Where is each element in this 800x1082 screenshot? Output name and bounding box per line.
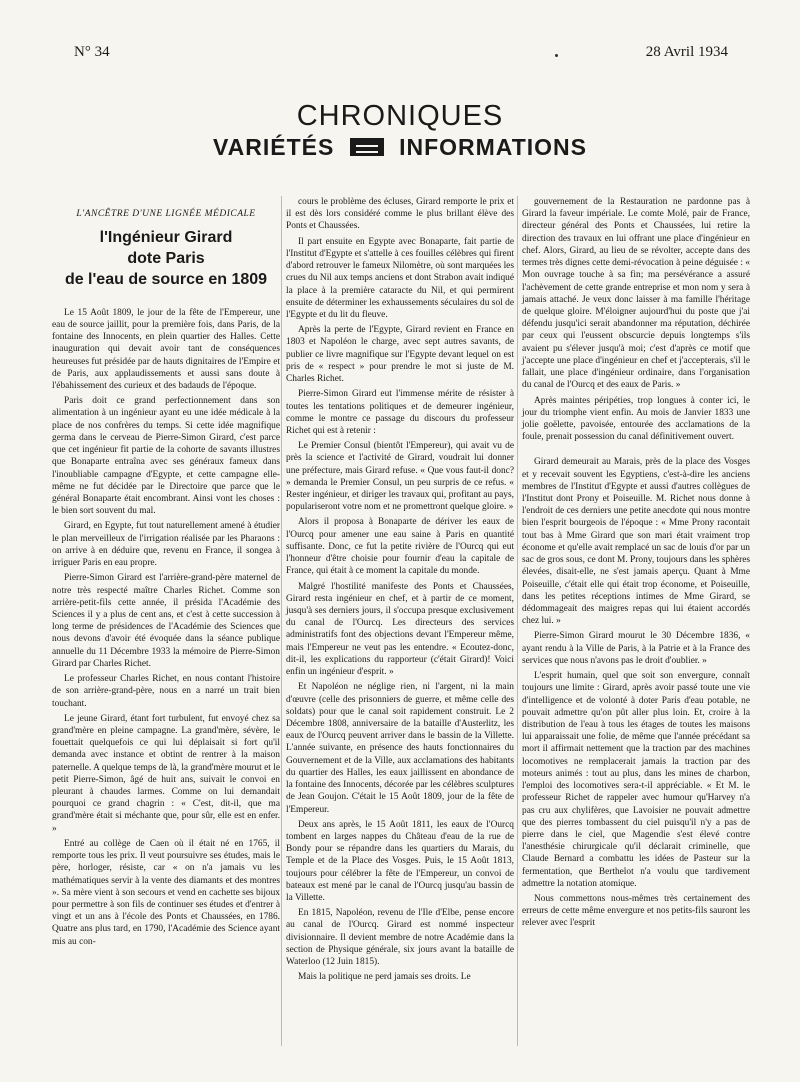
masthead-title: CHRONIQUES — [296, 100, 504, 132]
column-1-body — [52, 307, 280, 948]
page-number: N° 34 — [74, 44, 110, 60]
paragraph: Le 15 Août 1809, le jour de la fête de l'Empereur, une eau de source jaillit, pour la première fois, dans Paris, de la fontaine des Innocents, en plein quartier des Halles. Cette inauguration qui devait avoir tant de conséquences heureuses fut présidée par de hauts dignitaires de l'Empire et de Paris, aux applaudissements et aussi sans doute à l'ébahissement des curieux et des badauds de l'époque. — [52, 307, 280, 392]
column-1 — [52, 208, 280, 951]
paragraph: cours le problème des écluses, Girard remporte le prix et il est dès lors considéré comme le plus brillant élève des Ponts et Chaussées. — [286, 197, 514, 232]
paragraph: gouvernement de la Restauration ne pardonne pas à Girard la faveur impériale. Le comte Molé, pair de France, directeur général des Ponts et Chaussées, lui retire la direction des travaux en lui offrant une place d'ingénieur en chef. Alors, Girard, au lieu de se révolter, accepte dans des termes très dignes cette demi-révocation à peine déguisée : « Mon ouvrage touche à sa fin; ma persévérance a assuré l'achèvement de cette grande entreprise et mon nom y sera à jamais attaché. Je veux donc laisser à ma famille l'héritage de quelque gloire. M'éloigner aujourd'hui du poste que j'ai défendu jusqu'ici serait abandonner ma réputation, déchirée par ceux qui l'eussent obscurcie depuis longtemps s'ils avaient pu s'élever jusqu'à moi; c'est d'après ce motif que j'accepte une place d'ingénieur en chef et j'accepterais, s'il le fallait, une place d'ingénieur ordinaire, dans l'organisation du canal de l'Ourcq et des eaux de Paris. » — [522, 197, 750, 391]
paragraph: Pierre-Simon Girard mourut le 30 Décembre 1836, « ayant rendu à la Ville de Paris, à la Patrie et à la France des services que nous n'avons pas le droit d'oublier. » — [522, 631, 750, 666]
column-3-body-a — [522, 196, 750, 443]
article-kicker: L'ANCÊTRE D'UNE LIGNÉE MÉDICALE — [76, 209, 256, 219]
paragraph: Paris doit ce grand perfectionnement dans son alimentation à un ingénieur ayant eu une idée médicale à la place de nos confrères du temps. Si cette idée magnifique germa dans le cerveau de Pierre-Simon Girard, c'est parce que cet ingénieur fit partie de la cohorte de savants illustres que Bonaparte entraîna avec ses généraux fameux dans l'inoubliable campagne d'Egypte, et cette campagne elle-même ne fut décidée par le Directoire que parce que le général Bonaparte était encombrant. Ainsi vont les choses : le bien sort souvent du mal. — [52, 396, 280, 517]
paragraph: Mais la politique ne perd jamais ses droits. Le — [298, 972, 471, 983]
decorative-ornament-icon — [350, 138, 384, 156]
column-rule-2 — [517, 196, 518, 1046]
paragraph: Pierre-Simon Girard est l'arrière-grand-père maternel de notre très respecté maître Charles Richet. Comme son arrière-petit-fils cette année, il présida l'Académie des Sciences il y a plus de cent ans, et c'est à cette succession à long terme de présidences de l'Académie des Sciences que nous devons d'avoir été évoquée dans la séance publique annuelle du 11 Décembre 1933 la mémoire de Pierre-Simon Girard par Charles Richet. — [52, 573, 280, 669]
paragraph: Après maintes péripéties, trop longues à conter ici, le jour du triomphe vient enfin. Au mois de Janvier 1833 une jolie goëlette, pavoisée, entourée des acclamations de la foule, prenait possession du canal définitivement ouvert. — [522, 395, 750, 443]
masthead-right: INFORMATIONS — [399, 134, 587, 160]
paragraph: L'esprit humain, quel que soit son envergure, connaît toujours une limite : Girard, après avoir passé toute une vie d'intelligence et de volonté à doter Paris d'eau potable, ne pouvait admettre qu'on pût aller plus loin. Et, croire à la distribution de l'eau à tous les étages de toutes les maisons lui apparaissait une folie, de même que l'année précédant sa mort il affirmait nettement que la traction par des machines locomotives ne remplacerait jamais la traction par des moteurs animés : tout au plus, dans les mines de charbon, l'emploi des locomotives sera-t-il appréciable. « Et M. le professeur Richet de rappeler avec humour qu'Harvey n'a pas cru aux chylifères, que Lavoisier ne pouvait admettre que des pierres tombassent du ciel puisqu'il n'y a pas de pierre dans le ciel, que Magendie s'est élevé contre l'anesthésie chirurgicale qu'il déclarait criminelle, que Claude Bernard a combattu les idées de Pasteur sur la fermentation, que Berthelot n'a voulu que tardivement admettre la notation atomique. — [522, 671, 750, 889]
paragraph: En 1815, Napoléon, revenu de l'Ile d'Elbe, pense encore au canal de l'Ourcq. Girard est nommé inspecteur divisionnaire. Il devient membre de notre Académie dans la section de Physique générale, six jours avant la bataille de Waterloo (12 Juin 1815). — [286, 908, 514, 968]
paragraph: Malgré l'hostilité manifeste des Ponts et Chaussées, Girard resta ingénieur en chef, et à partir de ce moment, jusqu'à ses derniers jours, il s'occupa presque exclusivement du canal de l'Ourcq. Les directeurs des services administratifs font des objections devant l'Empereur même, mais l'Empereur ne veut pas les entendre. « Ecoutez-donc, dit-il, les explications du rapporteur (c'était Girard)! Voici enfin un ingénieur d'esprit. » — [286, 581, 514, 678]
paragraph: Il part ensuite en Egypte avec Bonaparte, fait partie de l'Institut d'Egypte et s'attelle à ces fouilles célèbres qui firent d'abord retrouver le fameux Nilomètre, où sont marquées les crues du Nil aux temps anciens et dont Strabon avait indiqué la place à la première cataracte du Nil, et qui permirent ensuite de déterminer les exhaussements séculaires du sol de l'Egypte et du lit du fleuve. — [286, 236, 514, 320]
paragraph: Girard, en Egypte, fut tout naturellement amené à étudier le plan merveilleux de l'irrigation réalisée par les Pharaons : on arrive à en déduire que, revenu en France, il songea à irriguer Paris en eau propre. — [52, 521, 280, 569]
paragraph: Entré au collège de Caen où il était né en 1765, il remporte tous les prix. Il veut poursuivre ses études, mais le père, horloger, résiste, car « on n'a jamais vu les mathématiques servir à la vente des diamants et des montres ». Sa mère vient à son secours et vend en cachette ses bijoux pour permettre à son fils de continuer ses études et d'entrer à vingt et un ans à l'école des Ponts et Chaussées, en 1786. Quatre ans plus tard, en 1790, l'Académie des Science ayant mis au con- — [52, 838, 280, 947]
masthead-left: VARIÉTÉS — [212, 134, 335, 160]
paragraph: Et Napoléon ne néglige rien, ni l'argent, ni la main d'œuvre (celle des prisonniers de guerre, et même celle des soldats) pour que le canal soit rapidement construit. Le 2 Décembre 1808, anniversaire de la bataille d'Austerlitz, les eaux de l'Ourcq peuvent arriver dans le bassin de la Villette. L'année suivante, en présence des hauts fonctionnaires du Gouvernement et de la Ville, aux acclamations des habitants du quartier des Halles, les eaux jaillissent en abondance de la fontaine des Innocents, décorée par les célèbres sculptures de Jean Goujon. C'était le 15 Août 1809, jour de la fête de l'Empereur. — [286, 682, 514, 815]
section-break — [522, 446, 750, 456]
article-headline — [52, 228, 280, 290]
column-3-body-b — [522, 456, 750, 929]
headline-line: de l'eau de source en 1809 — [64, 270, 268, 288]
paragraph: Le professeur Charles Richet, en nous contant l'histoire de son arrière-grand-père, nous en a narré un trait bien touchant. — [52, 674, 280, 709]
column-3 — [522, 196, 750, 933]
headline-line: dote Paris — [127, 250, 205, 268]
paragraph: Le jeune Girard, étant fort turbulent, fut envoyé chez sa grand'mère en pleine campagne. La grand'mère, sévère, le fouettait quelquefois ce qui lui déplaisait si fort qu'il demanda avec instance et obtint de rentrer à la maison paternelle. A quelque temps de là, la grand'mère mourut et le petit Pierre-Simon, âgé de huit ans, suivait le convoi en pleurant à chaudes larmes. Comme on lui demandait pourquoi ce grand chagrin : « C'est, dit-il, que ma grand'mère était si méchante que, pour sûr, elle est en enfer. » — [52, 713, 280, 834]
masthead-subtitle — [0, 134, 800, 161]
paragraph: Pierre-Simon Girard eut l'immense mérite de résister à toutes les tentations politiques et de demeurer ingénieur, comme le montre ce passage du discours du professeur Richet qui est à retenir : — [286, 389, 514, 436]
paragraph: Alors il proposa à Bonaparte de dériver les eaux de l'Ourcq pour amener une eau saine à Paris en quantité suffisante. Donc, ce fut la petite rivière de l'Ourcq qui eut l'honneur d'être choisie pour fournir d'eau la capitale de France, qui était à ce moment la capitale du monde. — [286, 517, 514, 577]
paragraph: Après la perte de l'Egypte, Girard revient en France en 1803 et Napoléon le charge, avec sept autres savants, de publier ce livre magnifique sur l'Egypte devant lequel on est pris de « respect » pour prendre le mot si juste de M. Charles Richet. — [286, 325, 514, 385]
paragraph: Deux ans après, le 15 Août 1811, les eaux de l'Ourcq tombent en larges nappes du Château d'eau de la rue de Bondy pour se répandre dans les quartiers du Marais, du Temple et de la Place des Vosges. Puis, le 15 Août 1813, toujours pour célébrer la fête de l'Empereur, un convoi de bateaux est mené par le canal de l'Ourcq jusqu'au bassin de la Villette. — [286, 819, 514, 904]
page-dot — [555, 54, 558, 57]
headline-line: l'Ingénieur Girard — [99, 229, 233, 247]
column-rule-1 — [281, 196, 282, 1046]
paragraph: Nous commettons nous-mêmes très certainement des erreurs de cette même envergure et nos petits-fils sauront les relever avec l'esprit — [522, 894, 750, 929]
page-date: 28 Avril 1934 — [645, 44, 728, 60]
paragraph: Girard demeurait au Marais, près de la place des Vosges et y recevait souvent les Egyptiens, c'est-à-dire les anciens membres de l'Institut d'Egypte et aussi d'autres collègues de l'Institut dont Prony et Poiseuille. M. Richet nous donne à l'endroit de ces derniers une petite anecdote qui nous montre bien l'esprit bourgeois de l'époque : « Mme Prony racontait tout bas à Mme Girard que son mari était vraiment trop économe et qu'elle avait remplacé un sac de louis d'or par un sac de gros sous, ce dont M. Prony, toujours dans les sphères élevées, disait-elle, ne s'est jamais aperçu. Quant à Mme Poiseuille, c'était elle qui était trop économe, et Poiseuille, dans les petites réceptions intimes de Mme Girard, se dédommageait des maigres repas qui lui étaient accordés chez lui. » — [522, 457, 751, 627]
column-2 — [286, 196, 514, 987]
paragraph: Le Premier Consul (bientôt l'Empereur), qui avait vu de près la science et l'activité de Girard, voudrait lui donner une préfecture, mais Girard refuse. « Que vous faut-il donc? » demanda le Premier Consul, un peu surpris de ce refus. « Rester ingénieur, et diriger les travaux qui, profitant au pays, populariseront votre nom et ne promettront quelque gloire. » — [286, 441, 514, 513]
column-2-body — [286, 196, 514, 984]
